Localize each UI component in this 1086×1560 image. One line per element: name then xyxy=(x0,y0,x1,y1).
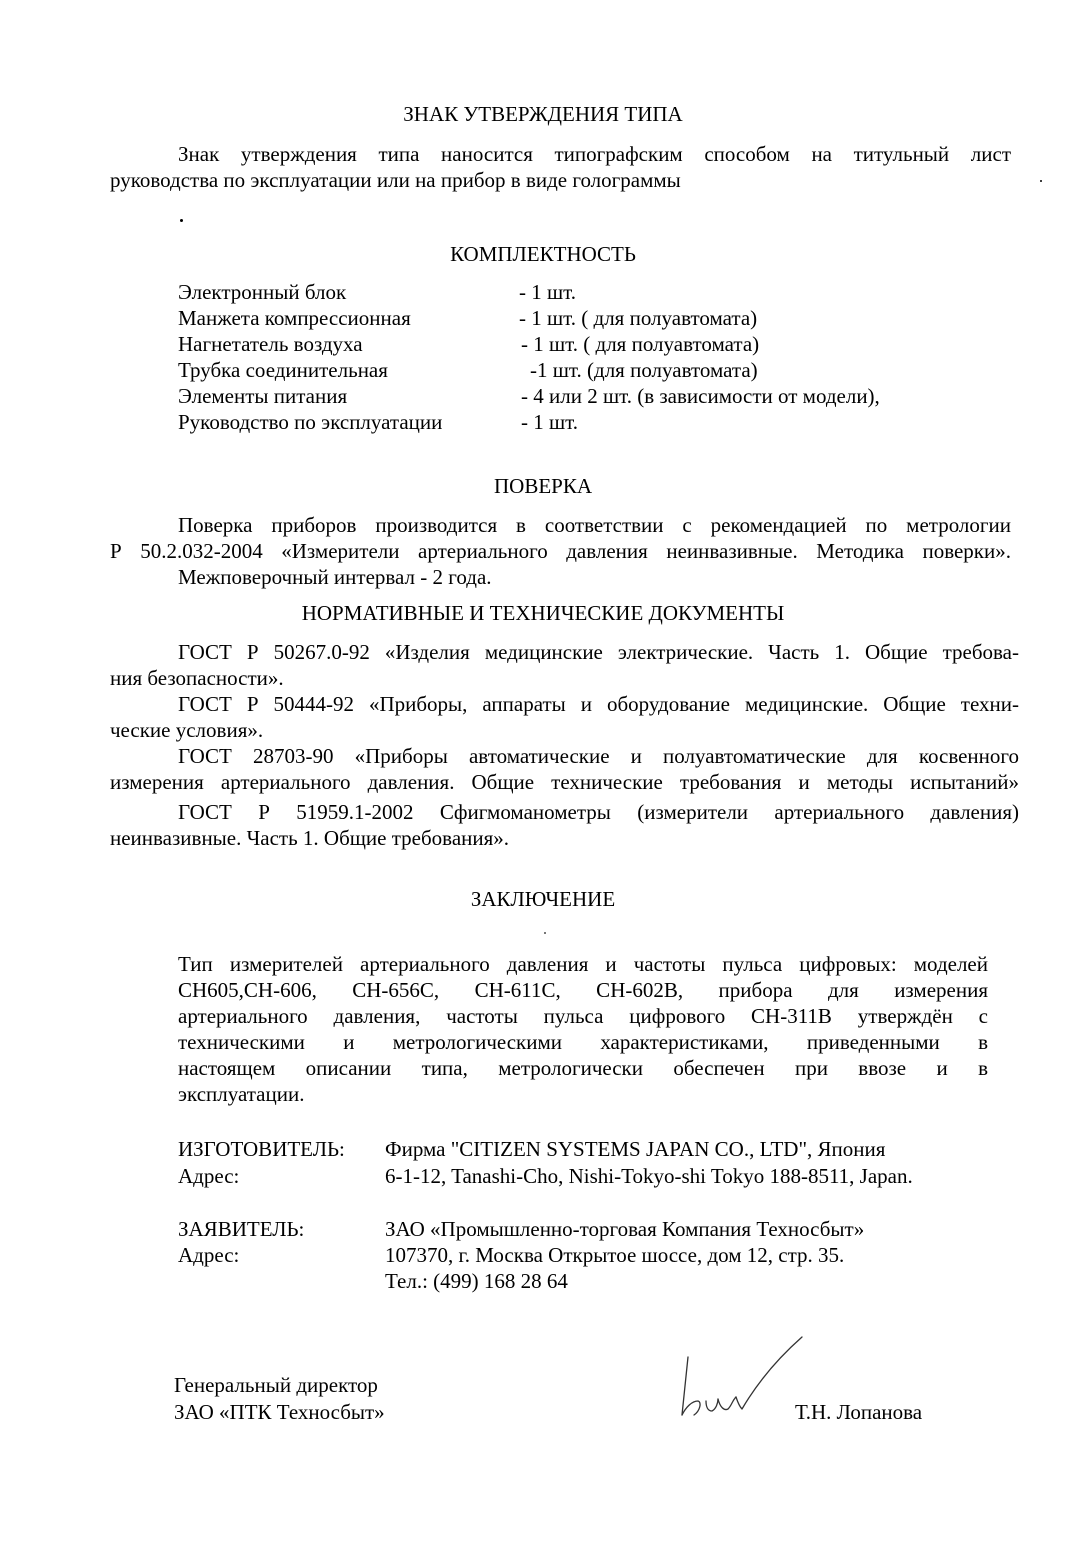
section-title-verification: ПОВЕРКА xyxy=(493,474,593,498)
kit-item xyxy=(178,384,978,410)
docs-line: ческие условия». xyxy=(110,718,264,742)
kit-item-qty: - 1 шт. xyxy=(521,410,579,434)
conclusion-line: Тип измерителей артериального давления и частоты пульса цифровых: моделей xyxy=(178,952,988,976)
kit-item-qty: - 1 шт. xyxy=(519,280,577,304)
kit-item-qty: - 1 шт. ( для полуавтомата) xyxy=(519,306,758,330)
signatory-organization: ЗАО «ПТК Техносбыт» xyxy=(174,1400,385,1424)
manufacturer-value: Фирма "CITIZEN SYSTEMS JAPAN CO., LTD", Япония xyxy=(385,1137,886,1161)
signatory-name: Т.Н. Лопанова xyxy=(795,1400,923,1424)
kit-item xyxy=(178,410,978,436)
applicant-label: ЗАЯВИТЕЛЬ: xyxy=(178,1217,305,1241)
section-title-kit: КОМПЛЕКТНОСТЬ xyxy=(450,242,636,266)
kit-item xyxy=(178,358,978,384)
applicant-phone: Тел.: (499) 168 28 64 xyxy=(385,1269,568,1293)
stray-dot-right xyxy=(1040,180,1042,182)
section-title-docs: НОРМАТИВНЫЕ И ТЕХНИЧЕСКИЕ ДОКУМЕНТЫ xyxy=(301,601,785,625)
kit-item xyxy=(178,332,978,358)
signatory-position: Генеральный директор xyxy=(174,1373,378,1397)
applicant-address: 107370, г. Москва Открытое шоссе, дом 12, стр. 35. xyxy=(385,1243,845,1267)
applicant-value: ЗАО «Промышленно-торговая Компания Техносбыт» xyxy=(385,1217,865,1241)
kit-item-qty: -1 шт. (для полуавтомата) xyxy=(530,358,758,382)
verification-line2: Р 50.2.032-2004 «Измерители артериального давления неинвазивные. Методика поверки». xyxy=(110,539,1011,563)
docs-line: ния безопасности». xyxy=(110,666,284,690)
docs-line: ГОСТ Р 50444-92 «Приборы, аппараты и оборудование медицинские. Общие техни- xyxy=(178,692,1019,716)
kit-item xyxy=(178,280,978,306)
docs-line: ГОСТ Р 51959.1-2002 Сфигмоманометры (измерители артериального давления) xyxy=(178,800,1019,824)
kit-item-name: Элементы питания xyxy=(178,384,348,408)
docs-line: неинвазивные. Часть 1. Общие требования». xyxy=(110,826,510,850)
kit-item-qty: - 4 или 2 шт. (в зависимости от модели), xyxy=(521,384,880,408)
conclusion-line: эксплуатации. xyxy=(178,1082,305,1106)
verification-line1: Поверка приборов производится в соответствии с рекомендацией по метрологии xyxy=(178,513,1011,537)
docs-line: ГОСТ 28703-90 «Приборы автоматические и полуавтоматические для косвенного xyxy=(178,744,1019,768)
conclusion-line: артериального давления, частоты пульса цифрового СН-311В утверждён с xyxy=(178,1004,988,1028)
kit-item-qty: - 1 шт. ( для полуавтомата) xyxy=(521,332,760,356)
conclusion-line: настоящем описании типа, метрологически обеспечен при ввозе и в xyxy=(178,1056,988,1080)
conclusion-line: СН605,СН-606, СН-656С, СН-611С, СН-602В, прибора для измерения xyxy=(178,978,988,1002)
stray-mark xyxy=(544,932,546,934)
kit-item-name: Руководство по эксплуатации xyxy=(178,410,443,434)
kit-item-name: Манжета компрессионная xyxy=(178,306,411,330)
mark-paragraph-line2: руководства по эксплуатации или на прибор в виде голограммы xyxy=(110,168,681,192)
mark-paragraph-line1: Знак утверждения типа наносится типографским способом на титульный лист xyxy=(178,142,1011,166)
section-title-mark: ЗНАК УТВЕРЖДЕНИЯ ТИПА xyxy=(403,102,683,126)
applicant-address-label: Адрес: xyxy=(178,1243,240,1267)
manufacturer-address: 6-1-12, Tanashi-Cho, Nishi-Tokyo-shi Tokyo 188-8511, Japan. xyxy=(385,1164,913,1188)
conclusion-line: техническими и метрологическими характеристиками, приведенными в xyxy=(178,1030,988,1054)
kit-item xyxy=(178,306,978,332)
manufacturer-label: ИЗГОТОВИТЕЛЬ: xyxy=(178,1137,345,1161)
kit-item-name: Трубка соединительная xyxy=(178,358,388,382)
section-title-conclusion: ЗАКЛЮЧЕНИЕ xyxy=(470,887,616,911)
verification-line3: Межповерочный интервал - 2 года. xyxy=(178,565,492,589)
docs-line: измерения артериального давления. Общие технические требования и методы испытаний» xyxy=(110,770,1019,794)
kit-item-name: Электронный блок xyxy=(178,280,347,304)
manufacturer-address-label: Адрес: xyxy=(178,1164,240,1188)
docs-line: ГОСТ Р 50267.0-92 «Изделия медицинские электрические. Часть 1. Общие требова- xyxy=(178,640,1019,664)
stray-dot xyxy=(180,219,183,222)
kit-item-name: Нагнетатель воздуха xyxy=(178,332,363,356)
